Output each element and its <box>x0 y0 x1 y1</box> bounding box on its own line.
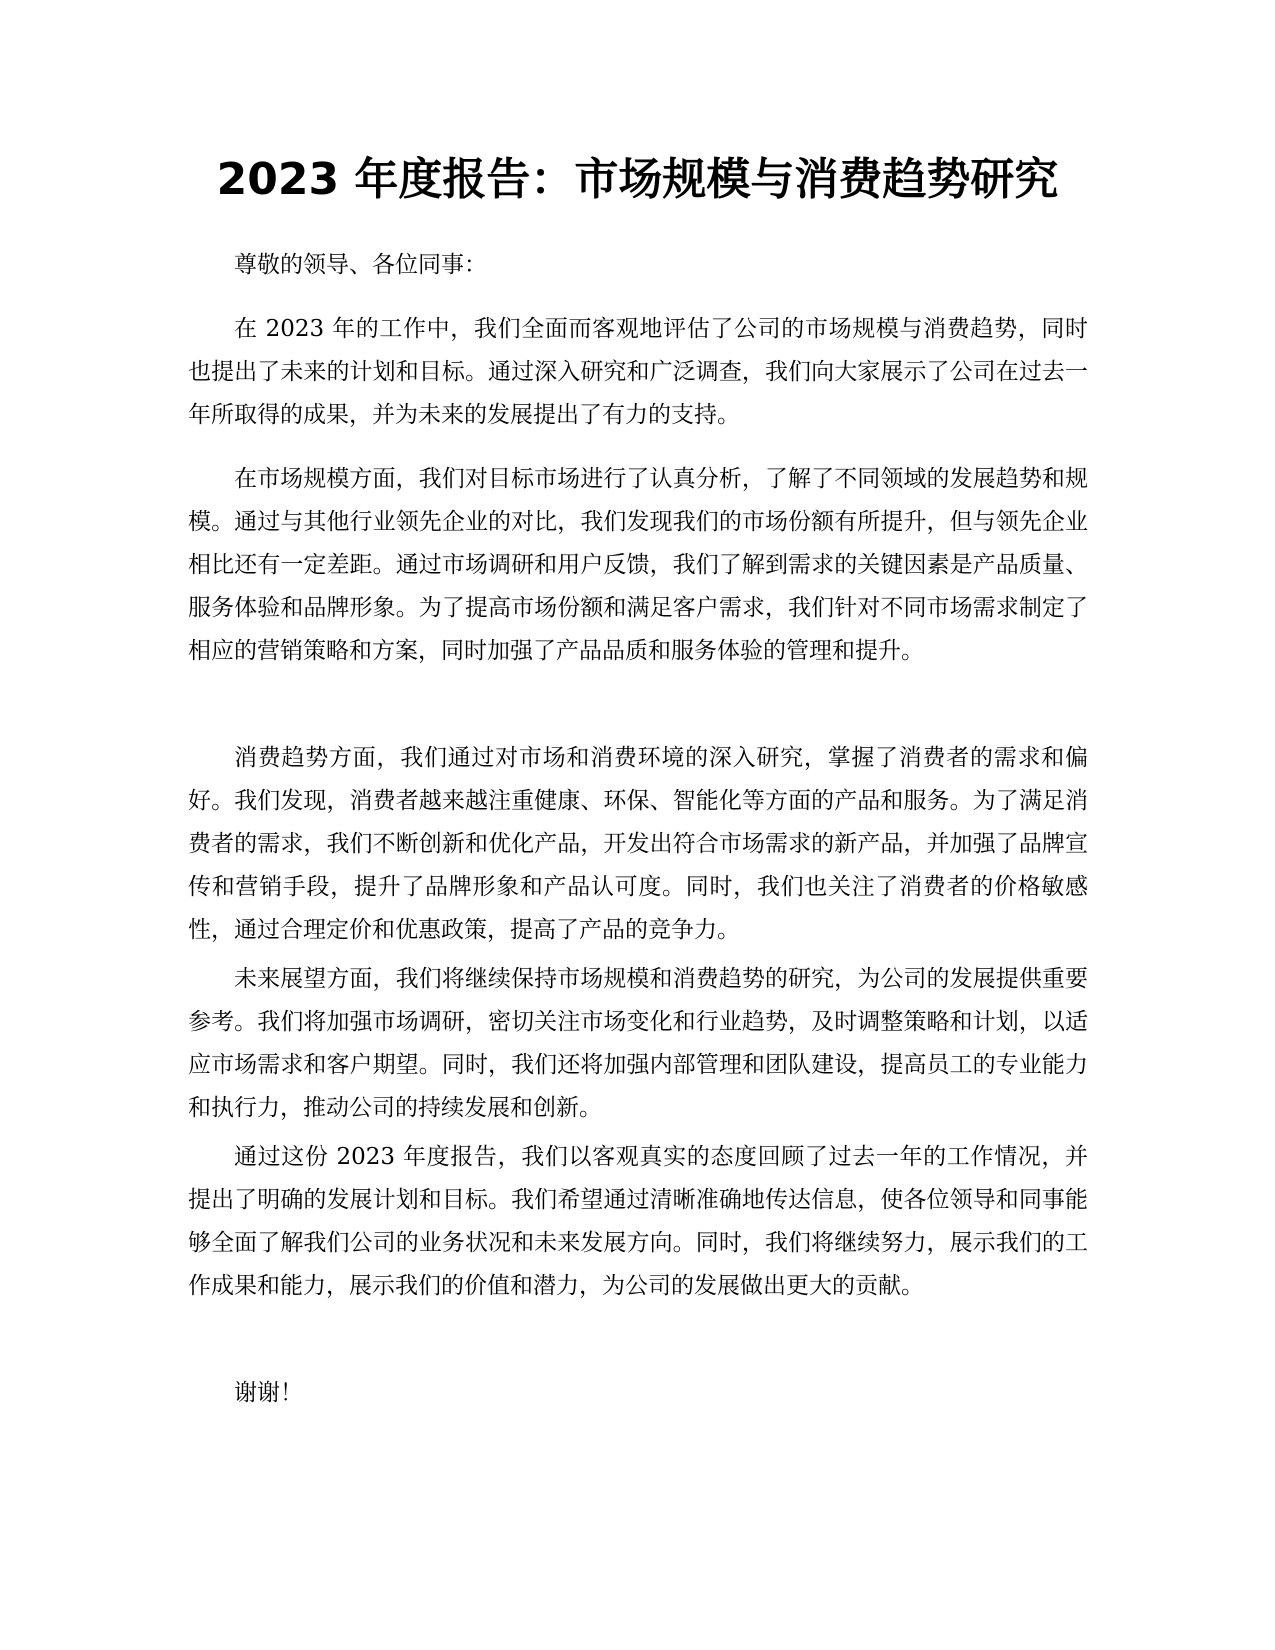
closing-line: 谢谢！ <box>234 1380 303 1406</box>
body-paragraph-summary: 通过这份 2023 年度报告，我们以客观真实的态度回顾了过去一年的工作情况，并提出了明确的发展计划和目标。我们希望通过清晰准确地传达信息，使各位领导和同事能够全面了解我们公司的业务状况和未来发展方向。同时，我们将继续努力，展示我们的工作成果和能力，展示我们的价值和潜力，为公司的发展做出更大的贡献。 <box>188 1144 1088 1299</box>
greeting-line: 尊敬的领导、各位同事： <box>234 252 487 278</box>
body-paragraph-market-size: 在市场规模方面，我们对目标市场进行了认真分析，了解了不同领域的发展趋势和规模。通过与其他行业领先企业的对比，我们发现我们的市场份额有所提升，但与领先企业相比还有一定差距。通过市场调研和用户反馈，我们了解到需求的关键因素是产品质量、服务体验和品牌形象。为了提高市场份额和满足客户需求，我们针对不同市场需求制定了相应的营销策略和方案，同时加强了产品品质和服务体验的管理和提升。 <box>188 466 1088 664</box>
body-paragraph-outlook: 未来展望方面，我们将继续保持市场规模和消费趋势的研究，为公司的发展提供重要参考。我们将加强市场调研，密切关注市场变化和行业趋势，及时调整策略和计划，以适应市场需求和客户期望。同时，我们还将加强内部管理和团队建设，提高员工的专业能力和执行力，推动公司的持续发展和创新。 <box>188 966 1088 1121</box>
body-paragraph-consumer-trends: 消费趋势方面，我们通过对市场和消费环境的深入研究，掌握了消费者的需求和偏好。我们发现，消费者越来越注重健康、环保、智能化等方面的产品和服务。为了满足消费者的需求，我们不断创新和优化产品，开发出符合市场需求的新产品，并加强了品牌宣传和营销手段，提升了品牌形象和产品认可度。同时，我们也关注了消费者的价格敏感性，通过合理定价和优惠政策，提高了产品的竞争力。 <box>188 745 1088 943</box>
body-paragraph-intro: 在 2023 年的工作中，我们全面而客观地评估了公司的市场规模与消费趋势，同时也提出了未来的计划和目标。通过深入研究和广泛调查，我们向大家展示了公司在过去一年所取得的成果，并为未来的发展提出了有力的支持。 <box>188 316 1088 428</box>
document-title: 2023 年度报告：市场规模与消费趋势研究 <box>216 154 1059 205</box>
